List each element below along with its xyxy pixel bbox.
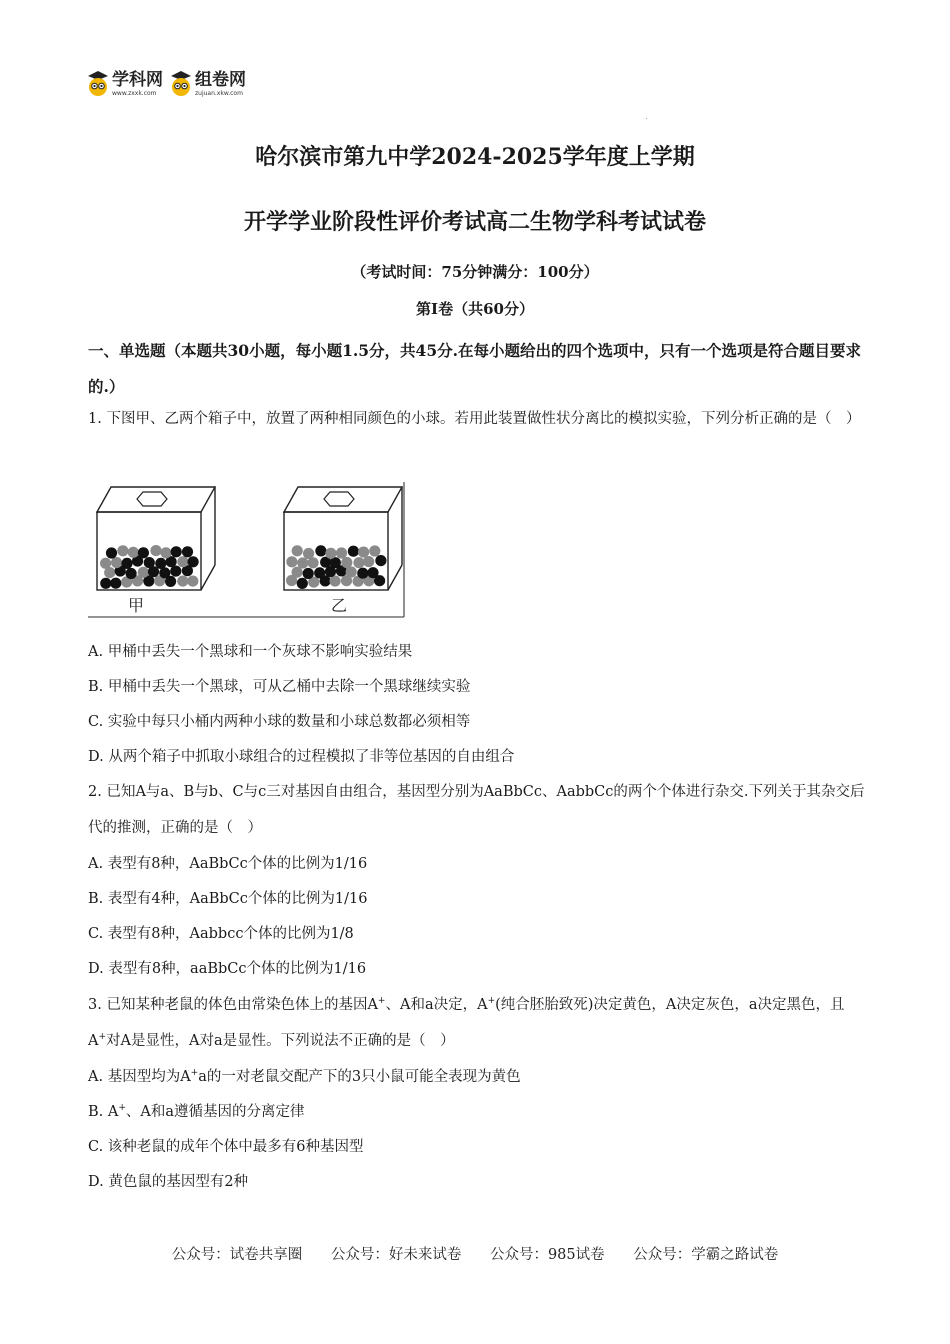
question-1-option-c: C. 实验中每只小桶内两种小球的数量和小球总数都必须相等 [88, 714, 471, 730]
ball [369, 545, 380, 556]
figure-label-yi: 乙 [331, 596, 348, 615]
question-2-stem: 2. 已知A与a、B与b、C与c三对基因自由组合，基因型分别为AaBbCc、AabbCc的两个个体进行杂交.下列关于其杂交后代的推测，正确的是（ ） [88, 784, 865, 836]
ball [187, 576, 198, 587]
footer-item: 公众号：学霸之路试卷 [633, 1247, 779, 1263]
ball [357, 568, 368, 579]
ball [110, 578, 121, 589]
ball [177, 576, 188, 587]
ball [150, 545, 161, 556]
ball [303, 548, 314, 559]
question-1-option-a: A. 甲桶中丢失一个黑球和一个灰球不影响实验结果 [88, 644, 413, 660]
exam-title-line2: 开学学业阶段性评价考试高二生物学科考试试卷 [243, 209, 706, 235]
ball [353, 557, 364, 568]
zujuan-logo [169, 70, 246, 98]
footer-item: 公众号：985试卷 [489, 1247, 605, 1263]
ball [177, 556, 188, 567]
figure-label-jia: 甲 [128, 596, 145, 615]
ball [138, 567, 149, 578]
ball [297, 557, 308, 568]
brand-name: 学科网 [112, 70, 163, 90]
brand-name: 组卷网 [195, 70, 246, 90]
box-yi [284, 487, 402, 590]
box-jia [97, 487, 215, 590]
question-3-option-a: A. 基因型均为A+a的一对老鼠交配产下的3只小鼠可能全表现为黄色 [88, 1068, 521, 1085]
ball [128, 547, 139, 558]
ball [155, 558, 166, 569]
xueke-logo [86, 70, 163, 98]
brand-url: www.zxxk.com [112, 90, 157, 97]
ball [182, 546, 193, 557]
footer-public-accounts [0, 1243, 950, 1267]
ball [375, 555, 386, 566]
question-1-option-d: D. 从两个箱子中抓取小球组合的过程模拟了非等位基因的自由组合 [88, 749, 515, 765]
ball [346, 566, 357, 577]
brand-url: zujuan.xkw.com [195, 90, 243, 97]
ball [292, 545, 303, 556]
question-3-option-d: D. 黄色鼠的基因型有2种 [88, 1174, 249, 1190]
ball [348, 546, 359, 557]
ball [100, 558, 111, 569]
section-heading: 一、单选题（本题共30小题，每小题1.5分，共45分.在每小题给出的四个选项中，只有一个选项是符合题目要求的.） [88, 341, 862, 396]
ball [138, 547, 149, 558]
ball [297, 578, 308, 589]
ball [160, 547, 171, 558]
ball [286, 556, 297, 567]
ball [363, 556, 374, 567]
ball [336, 547, 347, 558]
ball [358, 547, 369, 558]
ball [341, 557, 352, 568]
speck [646, 118, 647, 119]
footer-item: 公众号：试卷共享圈 [171, 1247, 303, 1263]
question-2-option-c: C. 表型有8种，Aabbcc个体的比例为1/8 [88, 926, 354, 942]
footer-item: 公众号：好未来试卷 [330, 1247, 462, 1263]
ball [144, 557, 155, 568]
ball [100, 578, 111, 589]
question-2-option-d: D. 表型有8种，aaBbCc个体的比例为1/16 [88, 961, 367, 977]
ball [121, 558, 132, 569]
question-2-option-a: A. 表型有8种，AaBbCc个体的比例为1/16 [88, 856, 368, 872]
part-label: 第Ⅰ卷（共60分） [416, 300, 534, 318]
ball [111, 557, 122, 568]
ball [303, 568, 314, 579]
ball [325, 548, 336, 559]
exam-title-line1: 哈尔滨市第九中学2024-2025学年度上学期 [255, 144, 695, 170]
question-3-option-c: C. 该种老鼠的成年个体中最多有6种基因型 [88, 1139, 364, 1155]
ball [106, 547, 117, 558]
ball-boxes-figure [88, 478, 408, 623]
exam-info: （考试时间：75分钟满分：100分） [351, 263, 599, 281]
ball [171, 546, 182, 557]
ball [126, 568, 137, 579]
question-1-stem: 1. 下图甲、乙两个箱子中，放置了两种相同颜色的小球。若用此装置做性状分离比的模拟实验，下列分析正确的是（ ） [88, 411, 861, 427]
question-1-option-b: B. 甲桶中丢失一个黑球，可从乙桶中去除一个黑球继续实验 [88, 679, 471, 695]
header-logo [86, 70, 246, 98]
owl-mascot-icon [169, 70, 193, 98]
ball [315, 545, 326, 556]
ball [117, 545, 128, 556]
question-3-stem: 3. 已知某种老鼠的体色由常染色体上的基因A+、A和a决定，A+(纯合胚胎致死)决定黄色，A决定灰色，a决定黑色，且A+对A是显性，A对a是显性。下列说法不正确的是（ ） [88, 996, 845, 1049]
ball [314, 567, 325, 578]
ball [367, 567, 378, 578]
owl-mascot-icon [86, 70, 110, 98]
question-2-option-b: B. 表型有4种，AaBbCc个体的比例为1/16 [88, 891, 368, 907]
ball [188, 556, 199, 567]
question-3-option-b: B. A+、A和a遵循基因的分离定律 [88, 1103, 305, 1120]
